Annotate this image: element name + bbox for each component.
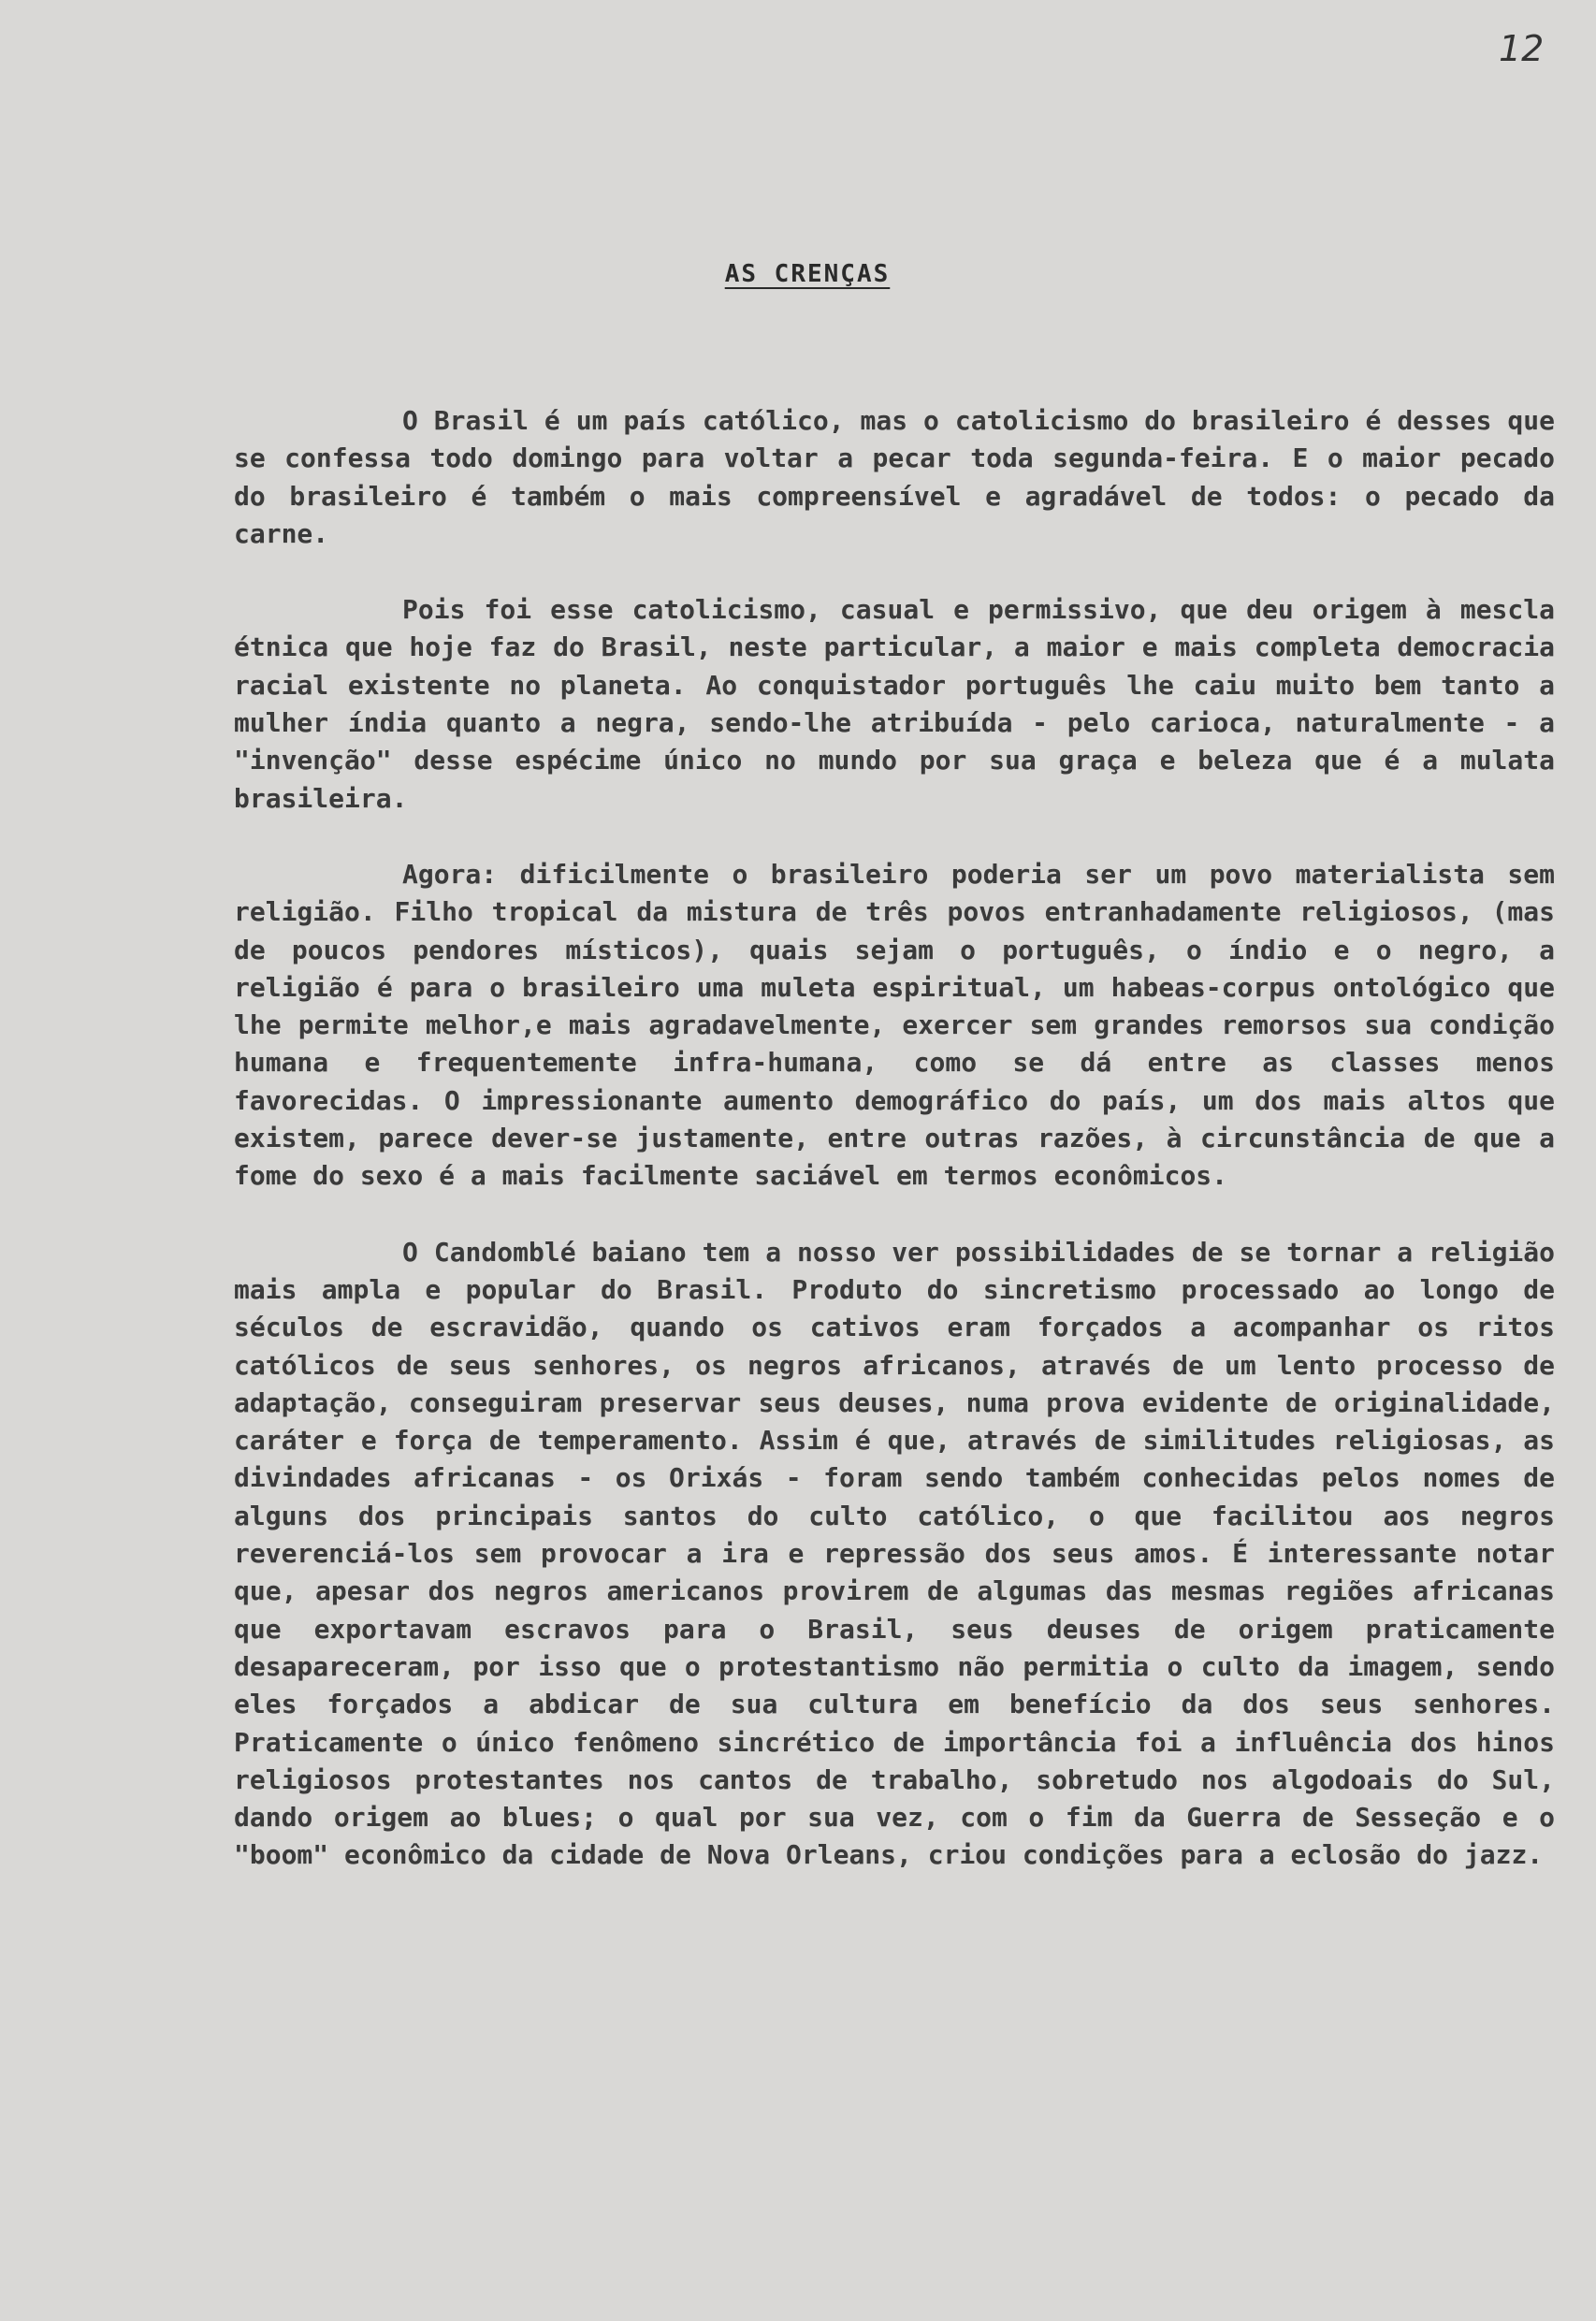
body-text <box>234 402 1555 1875</box>
page-number: 12 <box>1499 28 1545 69</box>
paragraph-4: O Candomblé baiano tem a nosso ver possibilidades de se tornar a religião mais ampla e popular do Brasil. Produto do sincretismo processado ao longo de séculos de escravidão, quando os cativos eram forçados a acompanhar os ritos católicos de seus senhores, os negros africanos, através de um lento processo de adaptação, conseguiram preservar seus deuses, numa prova evidente de originalidade, caráter e força de temperamento. Assim é que, através de similitudes religiosas, as divindades africanas - os Orixás - foram sendo também conhecidas pelos nomes de alguns dos principais santos do culto católico, o que facilitou aos negros reverenciá-los sem provocar a ira e repressão dos seus amos. É interessante notar que, apesar dos negros americanos provirem de algumas das mesmas regiões africanas que exportavam escravos para o Brasil, seus deuses de origem praticamente desapareceram, por isso que o protestantismo não permitia o culto da imagem, sendo eles forçados a abdicar de sua cultura em benefício da dos seus senhores. Praticamente o único fenômeno sincrético de importância foi a influência dos hinos religiosos protestantes nos cantos de trabalho, sobretudo nos algodoais do Sul, dando origem ao blues; o qual por sua vez, com o fim da Guerra de Sesseção e o "boom" econômico da cidade de Nova Orleans, criou condições para a eclosão do jazz. <box>234 1236 1555 1871</box>
document-title: AS CRENÇAS <box>724 260 891 288</box>
paragraph-3: Agora: dificilmente o brasileiro poderia ser um povo materialista sem religião. Filho tropical da mistura de três povos entranhadamente religiosos, (mas de poucos pendores místicos), quais sejam o português, o índio e o negro, a religião é para o brasileiro uma muleta espiritual, um habeas-corpus ontológico que lhe permite melhor,e mais agradavelmente, exercer sem grandes remorsos sua condição humana e frequentemente infra-humana, como se dá entre as classes menos favorecidas. O impressionante aumento demográfico do país, um dos mais altos que existem, parece dever-se justamente, entre outras razões, à circunstância de que a fome do sexo é a mais facilmente saciável em termos econômicos. <box>234 858 1555 1192</box>
title-block <box>0 260 1596 288</box>
paragraph-2: Pois foi esse catolicismo, casual e permissivo, que deu origem à mescla étnica que hoje faz do Brasil, neste particular, a maior e mais completa democracia racial existente no planeta. Ao conquistador português lhe caiu muito bem tanto a mulher índia quanto a negra, sendo-lhe atribuída - pelo carioca, naturalmente - a "invenção" desse espécime único no mundo por sua graça e beleza que é a mulata brasileira. <box>234 594 1555 814</box>
paragraph-1: O Brasil é um país católico, mas o catolicismo do brasileiro é desses que se confessa todo domingo para voltar a pecar toda segunda-feira. E o maior pecado do brasileiro é também o mais compreensível e agradável de todos: o pecado da carne. <box>234 405 1555 549</box>
